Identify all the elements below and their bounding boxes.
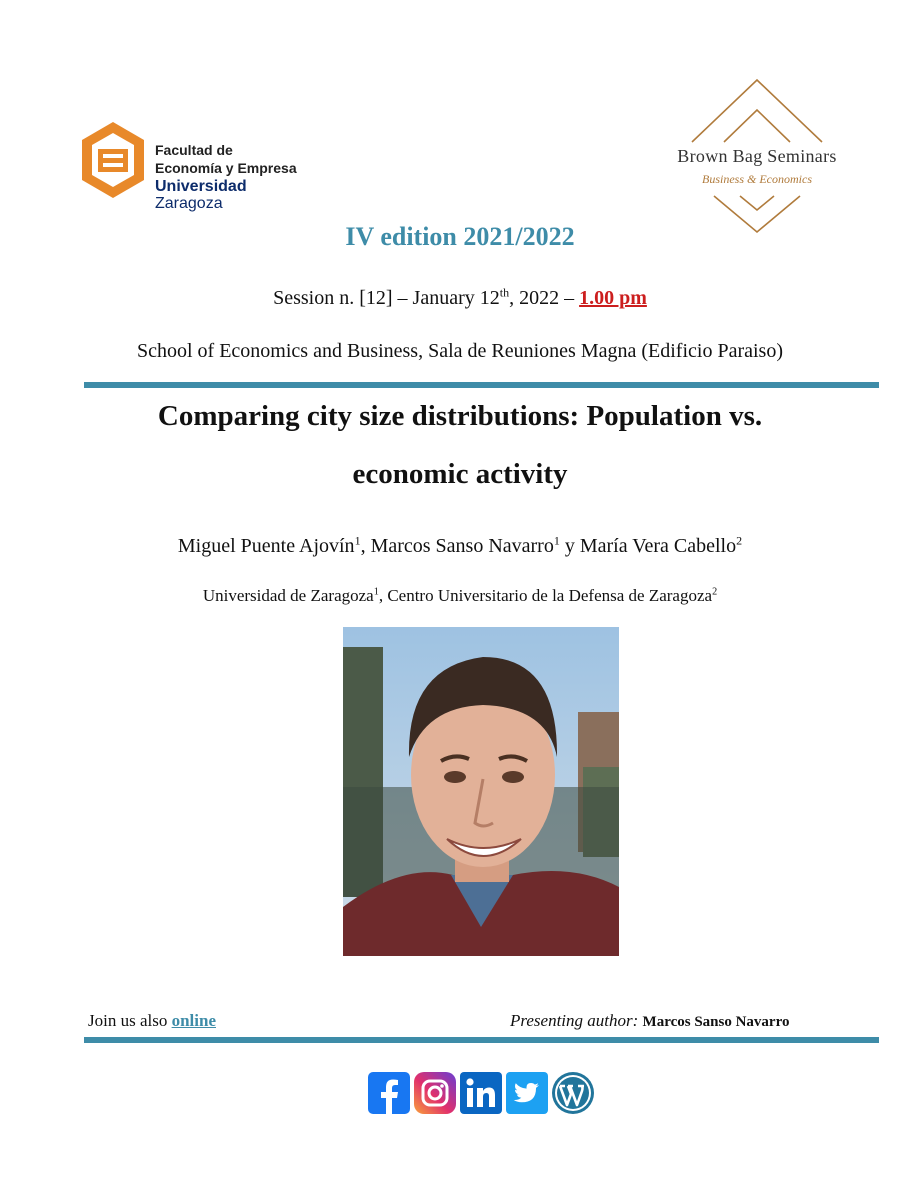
seminar-logo: [652, 78, 862, 236]
university-regular: Zaragoza: [155, 195, 223, 212]
faculty-line-1: Facultad de: [155, 142, 233, 158]
seminar-title: Brown Bag Seminars: [677, 146, 837, 166]
speaker-photo: [343, 627, 619, 956]
session-date-suffix: th: [499, 285, 510, 300]
facebook-icon[interactable]: [367, 1071, 411, 1115]
session-mid: , 2022 –: [509, 287, 580, 309]
join-text: Join us also: [88, 1011, 172, 1030]
venue-line: School of Economics and Business, Sala de Reuniones Magna (Edificio Paraiso): [137, 340, 783, 362]
affiliation-name: Universidad de Zaragoza: [202, 586, 374, 605]
university-bold: Universidad: [155, 178, 247, 195]
instagram-icon[interactable]: [413, 1071, 457, 1115]
affiliation-separator: ,: [378, 586, 388, 605]
talk-title-line-2: economic activity: [352, 458, 568, 490]
affiliations-line: [0, 586, 920, 606]
authors-line: [0, 535, 920, 558]
author-affiliation-mark: 2: [736, 533, 743, 548]
join-online-line: [88, 1011, 216, 1031]
presenting-label: Presenting author:: [510, 1011, 643, 1030]
faculty-hexagon-icon: [78, 120, 148, 200]
faculty-line-3: [155, 178, 318, 212]
affiliation-name: Centro Universitario de la Defensa de Zaragoza: [387, 586, 713, 605]
seminar-subtitle: Business & Economics: [702, 172, 812, 186]
author-name: María Vera Cabello: [579, 535, 737, 557]
linkedin-icon[interactable]: [459, 1071, 503, 1115]
affiliation-mark: 1: [373, 586, 379, 598]
session-prefix: Session n. [12] – January 12: [273, 287, 500, 309]
session-line: [0, 287, 920, 310]
presenting-author-line: [510, 1011, 789, 1031]
divider-top: [84, 382, 879, 388]
author-separator: ,: [360, 535, 371, 557]
author-separator: y: [559, 535, 580, 557]
faculty-line-2: Economía y Empresa: [155, 160, 297, 176]
faculty-logo: [78, 120, 318, 212]
author-name: Miguel Puente Ajovín: [177, 535, 355, 557]
author-name: Marcos Sanso Navarro: [370, 535, 554, 557]
author-affiliation-mark: 1: [354, 533, 361, 548]
presenting-name: Marcos Sanso Navarro: [642, 1014, 790, 1030]
affiliation-mark: 2: [712, 586, 718, 598]
twitter-icon[interactable]: [505, 1071, 549, 1115]
talk-title-line-1: Comparing city size distributions: Population vs.: [157, 400, 763, 432]
edition-heading: IV edition 2021/2022: [345, 222, 575, 251]
online-link[interactable]: online: [171, 1011, 216, 1030]
session-time: 1.00 pm: [579, 287, 647, 309]
wordpress-icon[interactable]: [551, 1071, 595, 1115]
author-affiliation-mark: 1: [553, 533, 560, 548]
divider-bottom: [84, 1037, 879, 1043]
social-icons: [367, 1071, 599, 1117]
